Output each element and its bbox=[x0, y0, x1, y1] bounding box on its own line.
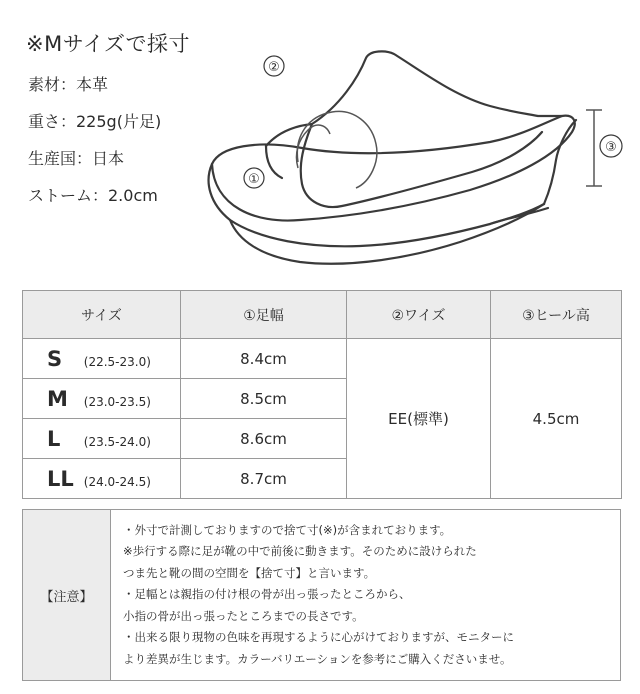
size-cell bbox=[23, 339, 181, 379]
heel-marker: ③ bbox=[605, 140, 617, 155]
size-label: LL bbox=[47, 466, 74, 491]
size-cell bbox=[23, 379, 181, 419]
notes-body bbox=[111, 510, 621, 681]
size-range: (24.0-24.5) bbox=[83, 474, 151, 489]
size-table-header bbox=[23, 291, 622, 339]
size-label: L bbox=[47, 426, 61, 451]
sandal-strap bbox=[266, 51, 562, 146]
spec-storm: ストーム：2.0cm bbox=[28, 186, 158, 205]
spec-weight: 重さ：225g(片足) bbox=[28, 112, 162, 131]
header-size: サイズ bbox=[23, 291, 181, 339]
spec-title: ※Mサイズで採寸 bbox=[26, 32, 191, 56]
spec-origin: 生産国：日本 bbox=[28, 149, 125, 168]
width-marker: ① bbox=[248, 172, 260, 187]
sandal-footbed bbox=[212, 116, 575, 221]
wise-marker: ② bbox=[268, 60, 280, 75]
notes-heading: 【注意】 bbox=[23, 510, 111, 681]
size-range: (22.5-23.0) bbox=[83, 354, 151, 369]
size-range: (23.0-23.5) bbox=[83, 394, 151, 409]
sandal-illustration bbox=[190, 44, 630, 274]
note-line: より差異が生じます。カラーバリエーションを参考にご購入くださいませ。 bbox=[123, 651, 512, 666]
size-table bbox=[22, 290, 622, 499]
foot-width-value: 8.4cm bbox=[181, 339, 347, 379]
header-wise: ②ワイズ bbox=[347, 291, 491, 339]
note-line: つま先と靴の間の空間を【捨て寸】と言います。 bbox=[123, 565, 376, 580]
spec-material: 素材：本革 bbox=[28, 75, 109, 94]
foot-width-value: 8.7cm bbox=[181, 459, 347, 499]
size-cell bbox=[23, 419, 181, 459]
foot-width-value: 8.6cm bbox=[181, 419, 347, 459]
table-row bbox=[23, 339, 622, 379]
note-line: 小指の骨が出っ張ったところまでの長さです。 bbox=[123, 608, 364, 623]
heel-height-value: 4.5cm bbox=[491, 339, 622, 499]
header-foot-width: ①足幅 bbox=[181, 291, 347, 339]
note-line: ・外寸で計測しておりますので捨て寸(※)が含まれております。 bbox=[123, 522, 452, 537]
size-label: S bbox=[47, 346, 63, 371]
size-label: M bbox=[47, 386, 68, 411]
size-cell bbox=[23, 459, 181, 499]
wise-value: EE(標準) bbox=[347, 339, 491, 499]
note-line: ・足幅とは親指の付け根の骨が出っ張ったところから、 bbox=[123, 587, 411, 602]
foot-width-value: 8.5cm bbox=[181, 379, 347, 419]
note-line: ※歩行する際に足が靴の中で前後に動きます。そのために設けられた bbox=[123, 544, 477, 559]
note-line: ・出来る限り現物の色味を再現するように心がけておりますが、モニターに bbox=[123, 630, 514, 645]
header-heel-height: ③ヒール高 bbox=[491, 291, 622, 339]
notes-table bbox=[22, 509, 621, 681]
size-range: (23.5-24.0) bbox=[83, 434, 151, 449]
